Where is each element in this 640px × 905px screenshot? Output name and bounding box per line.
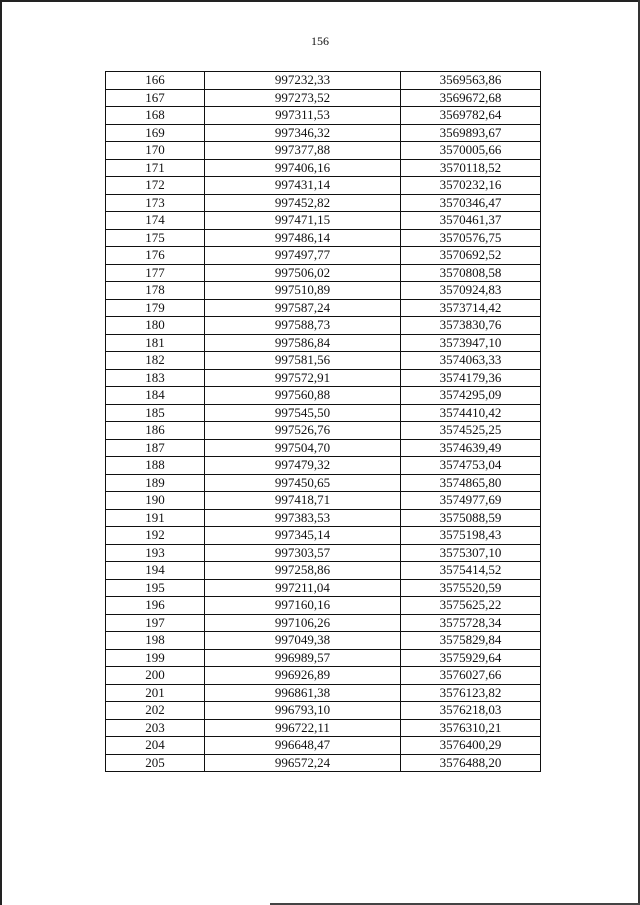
table-row [106, 212, 541, 230]
y-coordinate-cell: 3576310,21 [401, 719, 541, 737]
table-row [106, 579, 541, 597]
point-number-cell: 167 [106, 89, 205, 107]
table-row [106, 754, 541, 772]
y-coordinate-cell: 3569563,86 [401, 72, 541, 90]
point-number-cell: 169 [106, 124, 205, 142]
point-number-cell: 174 [106, 212, 205, 230]
table-row [106, 544, 541, 562]
table-row [106, 527, 541, 545]
table-row [106, 457, 541, 475]
point-number-cell: 175 [106, 229, 205, 247]
table-row [106, 737, 541, 755]
point-number-cell: 181 [106, 334, 205, 352]
table-row [106, 159, 541, 177]
point-number-cell: 170 [106, 142, 205, 160]
point-number-cell: 188 [106, 457, 205, 475]
x-coordinate-cell: 997560,88 [205, 387, 401, 405]
point-number-cell: 202 [106, 702, 205, 720]
table-row [106, 439, 541, 457]
page-number: 156 [311, 34, 329, 48]
x-coordinate-cell: 997431,14 [205, 177, 401, 195]
table-row [106, 667, 541, 685]
x-coordinate-cell: 996648,47 [205, 737, 401, 755]
point-number-cell: 200 [106, 667, 205, 685]
x-coordinate-cell: 997545,50 [205, 404, 401, 422]
y-coordinate-cell: 3575625,22 [401, 597, 541, 615]
x-coordinate-cell: 997471,15 [205, 212, 401, 230]
table-row [106, 194, 541, 212]
y-coordinate-cell: 3570808,58 [401, 264, 541, 282]
coordinates-table [105, 71, 541, 772]
table-row [106, 142, 541, 160]
point-number-cell: 186 [106, 422, 205, 440]
y-coordinate-cell: 3576400,29 [401, 737, 541, 755]
scan-edge-left [0, 0, 2, 905]
table-row [106, 597, 541, 615]
y-coordinate-cell: 3575929,64 [401, 649, 541, 667]
y-coordinate-cell: 3575829,84 [401, 632, 541, 650]
y-coordinate-cell: 3573830,76 [401, 317, 541, 335]
table-row [106, 229, 541, 247]
y-coordinate-cell: 3574865,80 [401, 474, 541, 492]
table-row [106, 649, 541, 667]
table-row [106, 369, 541, 387]
x-coordinate-cell: 997581,56 [205, 352, 401, 370]
y-coordinate-cell: 3574179,36 [401, 369, 541, 387]
point-number-cell: 166 [106, 72, 205, 90]
x-coordinate-cell: 997418,71 [205, 492, 401, 510]
y-coordinate-cell: 3569893,67 [401, 124, 541, 142]
x-coordinate-cell: 997510,89 [205, 282, 401, 300]
y-coordinate-cell: 3569672,68 [401, 89, 541, 107]
y-coordinate-cell: 3570346,47 [401, 194, 541, 212]
x-coordinate-cell: 997232,33 [205, 72, 401, 90]
table-row [106, 632, 541, 650]
point-number-cell: 168 [106, 107, 205, 125]
x-coordinate-cell: 997526,76 [205, 422, 401, 440]
table-row [106, 719, 541, 737]
x-coordinate-cell: 996722,11 [205, 719, 401, 737]
x-coordinate-cell: 997346,32 [205, 124, 401, 142]
y-coordinate-cell: 3574977,69 [401, 492, 541, 510]
y-coordinate-cell: 3574063,33 [401, 352, 541, 370]
y-coordinate-cell: 3570005,66 [401, 142, 541, 160]
point-number-cell: 197 [106, 614, 205, 632]
point-number-cell: 194 [106, 562, 205, 580]
table-row [106, 247, 541, 265]
y-coordinate-cell: 3574410,42 [401, 404, 541, 422]
x-coordinate-cell: 997211,04 [205, 579, 401, 597]
point-number-cell: 205 [106, 754, 205, 772]
point-number-cell: 190 [106, 492, 205, 510]
table-row [106, 107, 541, 125]
y-coordinate-cell: 3575307,10 [401, 544, 541, 562]
point-number-cell: 196 [106, 597, 205, 615]
y-coordinate-cell: 3575414,52 [401, 562, 541, 580]
scan-edge-top [0, 0, 640, 2]
point-number-cell: 180 [106, 317, 205, 335]
y-coordinate-cell: 3574295,09 [401, 387, 541, 405]
y-coordinate-cell: 3570118,52 [401, 159, 541, 177]
x-coordinate-cell: 997586,84 [205, 334, 401, 352]
table-row [106, 334, 541, 352]
y-coordinate-cell: 3575198,43 [401, 527, 541, 545]
table-row [106, 352, 541, 370]
x-coordinate-cell: 997345,14 [205, 527, 401, 545]
point-number-cell: 184 [106, 387, 205, 405]
point-number-cell: 178 [106, 282, 205, 300]
y-coordinate-cell: 3574639,49 [401, 439, 541, 457]
x-coordinate-cell: 997273,52 [205, 89, 401, 107]
point-number-cell: 171 [106, 159, 205, 177]
point-number-cell: 187 [106, 439, 205, 457]
x-coordinate-cell: 997572,91 [205, 369, 401, 387]
table-row [106, 492, 541, 510]
y-coordinate-cell: 3574753,04 [401, 457, 541, 475]
x-coordinate-cell: 997497,77 [205, 247, 401, 265]
x-coordinate-cell: 997311,53 [205, 107, 401, 125]
y-coordinate-cell: 3570232,16 [401, 177, 541, 195]
x-coordinate-cell: 997383,53 [205, 509, 401, 527]
y-coordinate-cell: 3570576,75 [401, 229, 541, 247]
x-coordinate-cell: 996861,38 [205, 684, 401, 702]
table-row [106, 282, 541, 300]
table-row [106, 422, 541, 440]
x-coordinate-cell: 997406,16 [205, 159, 401, 177]
y-coordinate-cell: 3576027,66 [401, 667, 541, 685]
table-row [106, 387, 541, 405]
point-number-cell: 204 [106, 737, 205, 755]
x-coordinate-cell: 997452,82 [205, 194, 401, 212]
table-row [106, 702, 541, 720]
y-coordinate-cell: 3576123,82 [401, 684, 541, 702]
point-number-cell: 177 [106, 264, 205, 282]
coordinates-table-body [106, 72, 541, 772]
point-number-cell: 176 [106, 247, 205, 265]
point-number-cell: 193 [106, 544, 205, 562]
point-number-cell: 198 [106, 632, 205, 650]
y-coordinate-cell: 3574525,25 [401, 422, 541, 440]
x-coordinate-cell: 997479,32 [205, 457, 401, 475]
point-number-cell: 172 [106, 177, 205, 195]
x-coordinate-cell: 997106,26 [205, 614, 401, 632]
x-coordinate-cell: 997506,02 [205, 264, 401, 282]
x-coordinate-cell: 997377,88 [205, 142, 401, 160]
x-coordinate-cell: 997504,70 [205, 439, 401, 457]
point-number-cell: 183 [106, 369, 205, 387]
x-coordinate-cell: 997049,38 [205, 632, 401, 650]
x-coordinate-cell: 997587,24 [205, 299, 401, 317]
x-coordinate-cell: 997450,65 [205, 474, 401, 492]
y-coordinate-cell: 3575728,34 [401, 614, 541, 632]
x-coordinate-cell: 997588,73 [205, 317, 401, 335]
point-number-cell: 185 [106, 404, 205, 422]
table-row [106, 614, 541, 632]
x-coordinate-cell: 996793,10 [205, 702, 401, 720]
table-row [106, 562, 541, 580]
y-coordinate-cell: 3570461,37 [401, 212, 541, 230]
point-number-cell: 191 [106, 509, 205, 527]
table-row [106, 474, 541, 492]
point-number-cell: 201 [106, 684, 205, 702]
y-coordinate-cell: 3576218,03 [401, 702, 541, 720]
y-coordinate-cell: 3570692,52 [401, 247, 541, 265]
x-coordinate-cell: 996989,57 [205, 649, 401, 667]
x-coordinate-cell: 997303,57 [205, 544, 401, 562]
y-coordinate-cell: 3570924,83 [401, 282, 541, 300]
y-coordinate-cell: 3569782,64 [401, 107, 541, 125]
table-row [106, 89, 541, 107]
table-row [106, 177, 541, 195]
point-number-cell: 182 [106, 352, 205, 370]
point-number-cell: 203 [106, 719, 205, 737]
table-row [106, 72, 541, 90]
x-coordinate-cell: 997486,14 [205, 229, 401, 247]
y-coordinate-cell: 3573947,10 [401, 334, 541, 352]
table-row [106, 264, 541, 282]
point-number-cell: 192 [106, 527, 205, 545]
point-number-cell: 189 [106, 474, 205, 492]
point-number-cell: 195 [106, 579, 205, 597]
point-number-cell: 199 [106, 649, 205, 667]
table-row [106, 684, 541, 702]
point-number-cell: 173 [106, 194, 205, 212]
y-coordinate-cell: 3576488,20 [401, 754, 541, 772]
table-row [106, 124, 541, 142]
x-coordinate-cell: 997160,16 [205, 597, 401, 615]
table-row [106, 404, 541, 422]
point-number-cell: 179 [106, 299, 205, 317]
x-coordinate-cell: 997258,86 [205, 562, 401, 580]
table-row [106, 317, 541, 335]
x-coordinate-cell: 996926,89 [205, 667, 401, 685]
y-coordinate-cell: 3573714,42 [401, 299, 541, 317]
y-coordinate-cell: 3575088,59 [401, 509, 541, 527]
x-coordinate-cell: 996572,24 [205, 754, 401, 772]
y-coordinate-cell: 3575520,59 [401, 579, 541, 597]
table-row [106, 299, 541, 317]
table-row [106, 509, 541, 527]
